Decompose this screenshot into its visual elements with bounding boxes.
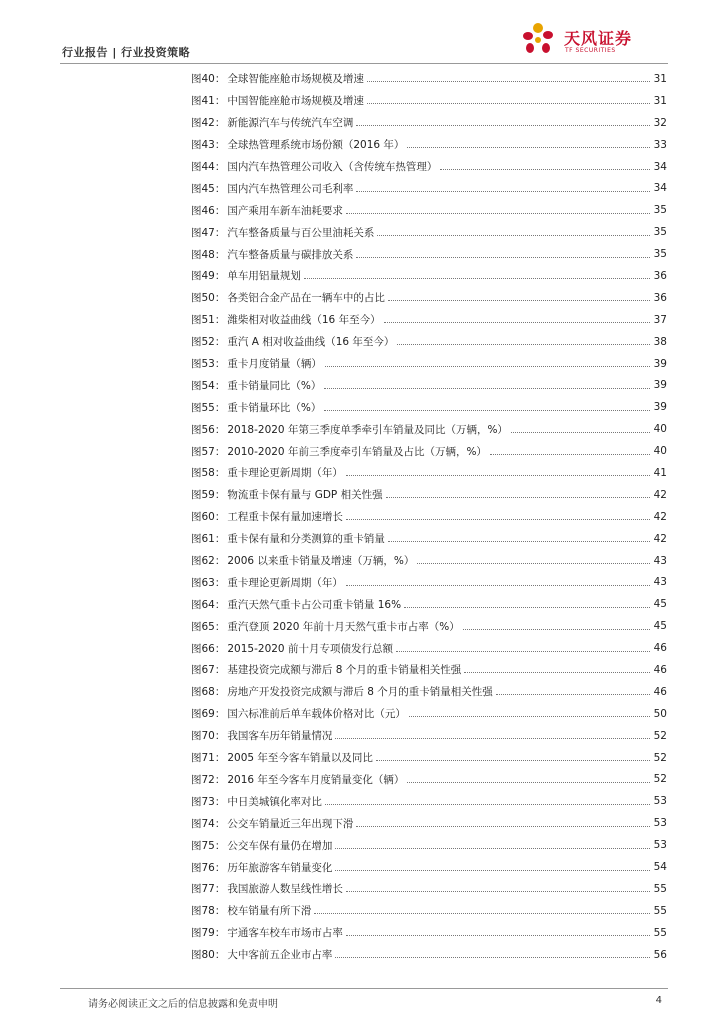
footer-divider xyxy=(60,988,668,989)
toc-page-number: 50 xyxy=(653,707,667,720)
toc-entry[interactable] xyxy=(191,769,667,791)
toc-figure-title: 新能源汽车与传统汽车空调 xyxy=(227,117,354,130)
toc-leader-dots xyxy=(386,497,650,498)
toc-figure-number: 图76： xyxy=(191,861,226,874)
toc-leader-dots xyxy=(417,563,650,564)
toc-entry[interactable] xyxy=(191,243,667,265)
toc-figure-number: 图42： xyxy=(191,117,226,130)
toc-entry[interactable] xyxy=(191,353,667,375)
toc-figure-number: 图71： xyxy=(191,752,226,765)
toc-figure-title: 重卡销量环比（%） xyxy=(227,401,322,414)
toc-leader-dots xyxy=(346,935,650,936)
toc-entry[interactable] xyxy=(191,615,667,637)
toc-leader-dots xyxy=(346,475,650,476)
toc-leader-dots xyxy=(396,651,650,652)
toc-figure-title: 基建投资完成额与滞后 8 个月的重卡销量相关性强 xyxy=(227,664,462,677)
toc-figure-title: 公交车销量近三年出现下滑 xyxy=(227,817,354,830)
toc-figure-title: 重汽登顶 2020 年前十月天然气重卡市占率（%） xyxy=(227,620,460,633)
toc-page-number: 40 xyxy=(653,423,667,436)
toc-figure-number: 图62： xyxy=(191,555,226,568)
toc-page-number: 52 xyxy=(653,751,667,764)
toc-figure-number: 图73： xyxy=(191,795,226,808)
toc-figure-title: 我国客车历年销量情况 xyxy=(227,730,333,743)
toc-figure-number: 图66： xyxy=(191,642,226,655)
toc-entry[interactable] xyxy=(191,922,667,944)
toc-leader-dots xyxy=(335,870,650,871)
toc-entry[interactable] xyxy=(191,725,667,747)
toc-entry[interactable] xyxy=(191,900,667,922)
toc-entry[interactable] xyxy=(191,287,667,309)
toc-leader-dots xyxy=(356,257,650,258)
toc-leader-dots xyxy=(356,191,650,192)
toc-entry[interactable] xyxy=(191,703,667,725)
toc-entry[interactable] xyxy=(191,90,667,112)
toc-figure-number: 图49： xyxy=(191,270,226,283)
toc-figure-title: 中日美城镇化率对比 xyxy=(227,795,322,808)
toc-page-number: 43 xyxy=(653,576,667,589)
toc-page-number: 53 xyxy=(653,839,667,852)
toc-entry[interactable] xyxy=(191,177,667,199)
toc-figure-number: 图65： xyxy=(191,620,226,633)
company-logo xyxy=(518,20,668,60)
logo-subtitle: TF SECURITIES xyxy=(565,47,616,54)
toc-page-number: 42 xyxy=(653,488,667,501)
toc-entry[interactable] xyxy=(191,878,667,900)
toc-page-number: 42 xyxy=(653,532,667,545)
toc-entry[interactable] xyxy=(191,681,667,703)
toc-figure-title: 重卡理论更新周期（年） xyxy=(227,576,343,589)
toc-entry[interactable] xyxy=(191,156,667,178)
toc-page-number: 42 xyxy=(653,510,667,523)
toc-leader-dots xyxy=(376,760,650,761)
toc-leader-dots xyxy=(367,103,650,104)
toc-figure-title: 重汽 A 相对收益曲线（16 年至今） xyxy=(227,336,395,349)
toc-leader-dots xyxy=(314,913,650,914)
toc-figure-number: 图52： xyxy=(191,336,226,349)
toc-figure-number: 图70： xyxy=(191,730,226,743)
toc-figure-number: 图45： xyxy=(191,182,226,195)
toc-figure-number: 图50： xyxy=(191,292,226,305)
toc-page-number: 36 xyxy=(653,291,667,304)
toc-figure-title: 校车销量有所下滑 xyxy=(227,905,312,918)
toc-entry[interactable] xyxy=(191,506,667,528)
toc-entry[interactable] xyxy=(191,462,667,484)
toc-figure-title: 汽车整备质量与百公里油耗关系 xyxy=(227,226,375,239)
toc-leader-dots xyxy=(335,738,650,739)
toc-leader-dots xyxy=(440,169,650,170)
toc-figure-number: 图67： xyxy=(191,664,226,677)
toc-entry[interactable] xyxy=(191,659,667,681)
toc-figure-title: 宇通客车校车市场市占率 xyxy=(227,927,343,940)
toc-leader-dots xyxy=(367,81,650,82)
toc-figure-title: 重汽天然气重卡占公司重卡销量 16% xyxy=(227,598,402,611)
toc-entry[interactable] xyxy=(191,637,667,659)
toc-leader-dots xyxy=(346,213,650,214)
toc-figure-title: 2018-2020 年第三季度单季牵引车销量及同比（万辆，%） xyxy=(227,423,508,436)
toc-figure-title: 重卡理论更新周期（年） xyxy=(227,467,343,480)
toc-figure-number: 图61： xyxy=(191,533,226,546)
toc-figure-number: 图58： xyxy=(191,467,226,480)
toc-leader-dots xyxy=(356,826,650,827)
toc-leader-dots xyxy=(377,235,650,236)
toc-entry[interactable] xyxy=(191,68,667,90)
toc-figure-title: 物流重卡保有量与 GDP 相关性强 xyxy=(227,489,383,502)
toc-figure-title: 国内汽车热管理公司收入（含传统车热管理） xyxy=(227,161,438,173)
toc-figure-title: 2006 以来重卡销量及增速（万辆，%） xyxy=(227,555,415,568)
toc-leader-dots xyxy=(463,629,650,630)
toc-entry[interactable] xyxy=(191,944,667,966)
toc-figure-number: 图77： xyxy=(191,883,226,896)
header-divider xyxy=(60,63,668,64)
toc-leader-dots xyxy=(511,432,650,433)
toc-figure-title: 2010-2020 年前三季度牵引车销量及占比（万辆，%） xyxy=(227,445,487,458)
logo-name: 天风证券 xyxy=(564,29,633,48)
toc-page-number: 53 xyxy=(653,795,667,808)
toc-leader-dots xyxy=(388,300,650,301)
page-number: 4 xyxy=(655,995,662,1006)
toc-leader-dots xyxy=(346,519,650,520)
toc-figure-number: 图55： xyxy=(191,401,226,414)
toc-figure-title: 公交车保有量仍在增加 xyxy=(227,839,333,852)
toc-entry[interactable] xyxy=(191,221,667,243)
toc-page-number: 46 xyxy=(653,663,667,676)
toc-figure-title: 国产乘用车新车油耗要求 xyxy=(227,204,343,217)
toc-figure-title: 2016 年至今客车月度销量变化（辆） xyxy=(227,773,405,786)
toc-figure-title: 国内汽车热管理公司毛利率 xyxy=(227,182,354,195)
toc-figure-title: 房地产开发投资完成额与滞后 8 个月的重卡销量相关性强 xyxy=(227,686,493,699)
toc-figure-title: 重卡销量同比（%） xyxy=(227,379,322,392)
toc-figure-number: 图78： xyxy=(191,905,226,918)
toc-leader-dots xyxy=(304,278,650,279)
report-category: 行业报告 | 行业投资策略 xyxy=(62,46,191,59)
toc-figure-number: 图43： xyxy=(191,139,226,152)
toc-page-number: 55 xyxy=(653,904,667,917)
toc-entry[interactable] xyxy=(191,112,667,134)
flower-logo-icon xyxy=(518,20,560,60)
toc-entry[interactable] xyxy=(191,265,667,287)
toc-entry[interactable] xyxy=(191,331,667,353)
toc-leader-dots xyxy=(496,694,650,695)
toc-leader-dots xyxy=(490,454,650,455)
toc-page-number: 56 xyxy=(653,948,667,961)
toc-figure-number: 图74： xyxy=(191,817,226,830)
toc-figure-number: 图56： xyxy=(191,423,226,436)
toc-page-number: 39 xyxy=(653,401,667,414)
toc-figure-title: 汽车整备质量与碳排放关系 xyxy=(227,248,354,261)
toc-figure-number: 图60： xyxy=(191,511,226,524)
toc-figure-title: 2015-2020 前十月专项债发行总额 xyxy=(227,642,393,655)
toc-figure-number: 图63： xyxy=(191,576,226,589)
toc-page-number: 34 xyxy=(653,160,667,173)
toc-figure-number: 图69： xyxy=(191,708,226,721)
toc-leader-dots xyxy=(409,716,650,717)
toc-page-number: 52 xyxy=(653,729,667,742)
toc-figure-title: 历年旅游客车销量变化 xyxy=(227,861,333,874)
toc-entry[interactable] xyxy=(191,396,667,418)
toc-page-number: 37 xyxy=(653,313,667,326)
toc-leader-dots xyxy=(324,410,650,411)
toc-figure-number: 图40： xyxy=(191,73,226,86)
toc-leader-dots xyxy=(346,585,650,586)
toc-leader-dots xyxy=(407,147,650,148)
toc-entry[interactable] xyxy=(191,550,667,572)
toc-page-number: 46 xyxy=(653,642,667,655)
toc-leader-dots xyxy=(324,388,650,389)
toc-figure-number: 图64： xyxy=(191,598,226,611)
toc-page-number: 40 xyxy=(653,445,667,458)
toc-page-number: 54 xyxy=(653,861,667,873)
toc-figure-title: 中国智能座舱市场规模及增速 xyxy=(227,95,364,108)
toc-entry[interactable] xyxy=(191,528,667,550)
toc-page-number: 39 xyxy=(653,357,667,370)
toc-leader-dots xyxy=(356,125,650,126)
toc-figure-title: 全球智能座舱市场规模及增速 xyxy=(227,73,364,86)
toc-page-number: 45 xyxy=(653,598,667,611)
toc-page-number: 52 xyxy=(653,773,667,786)
toc-entry[interactable] xyxy=(191,418,667,440)
toc-entry[interactable] xyxy=(191,199,667,221)
toc-leader-dots xyxy=(335,957,650,958)
toc-page-number: 34 xyxy=(653,182,667,195)
toc-entry[interactable] xyxy=(191,571,667,593)
toc-page-number: 53 xyxy=(653,817,667,830)
toc-figure-title: 单车用铝量规划 xyxy=(227,270,301,283)
toc-leader-dots xyxy=(397,344,650,345)
toc-figure-number: 图41： xyxy=(191,95,226,108)
toc-leader-dots xyxy=(384,322,650,323)
toc-figure-number: 图53： xyxy=(191,358,226,371)
toc-figure-title: 大中客前五企业市占率 xyxy=(227,949,333,962)
toc-page-number: 35 xyxy=(653,204,667,217)
toc-entry[interactable] xyxy=(191,790,667,812)
toc-page-number: 35 xyxy=(653,248,667,261)
disclaimer-note: 请务必阅读正文之后的信息披露和免责申明 xyxy=(88,999,278,1010)
toc-figure-number: 图44： xyxy=(191,161,226,173)
toc-figure-number: 图59： xyxy=(191,489,226,502)
toc-entry[interactable] xyxy=(191,134,667,156)
toc-entry[interactable] xyxy=(191,812,667,834)
toc-figure-title: 潍柴相对收益曲线（16 年至今） xyxy=(227,314,381,327)
toc-figure-number: 图75： xyxy=(191,839,226,852)
toc-figure-number: 图57： xyxy=(191,445,226,458)
toc-leader-dots xyxy=(325,804,650,805)
toc-page-number: 46 xyxy=(653,685,667,698)
toc-figure-title: 重卡保有量和分类测算的重卡销量 xyxy=(227,533,385,546)
toc-leader-dots xyxy=(346,891,650,892)
toc-page-number: 39 xyxy=(653,379,667,392)
toc-page-number: 38 xyxy=(653,335,667,348)
toc-leader-dots xyxy=(325,366,650,367)
toc-leader-dots xyxy=(335,848,650,849)
toc-page-number: 43 xyxy=(653,554,667,567)
toc-leader-dots xyxy=(407,782,650,783)
toc-page-number: 31 xyxy=(653,94,667,107)
toc-page-number: 45 xyxy=(653,620,667,633)
toc-entry[interactable] xyxy=(191,593,667,615)
toc-page-number: 55 xyxy=(653,882,667,895)
toc-page-number: 31 xyxy=(653,72,667,85)
toc-figure-number: 图54： xyxy=(191,379,226,392)
toc-entry[interactable] xyxy=(191,747,667,769)
figure-list xyxy=(191,68,667,966)
toc-figure-title: 工程重卡保有量加速增长 xyxy=(227,511,343,524)
toc-page-number: 36 xyxy=(653,269,667,282)
toc-figure-title: 国六标准前后单车载体价格对比（元） xyxy=(227,708,406,721)
toc-figure-number: 图79： xyxy=(191,927,226,940)
toc-figure-number: 图72： xyxy=(191,773,226,786)
toc-figure-title: 我国旅游人数呈线性增长 xyxy=(227,883,343,896)
toc-figure-title: 重卡月度销量（辆） xyxy=(227,358,322,371)
page-header xyxy=(60,0,668,64)
toc-entry[interactable] xyxy=(191,309,667,331)
toc-figure-number: 图47： xyxy=(191,226,226,239)
toc-page-number: 35 xyxy=(653,226,667,239)
toc-entry[interactable] xyxy=(191,440,667,462)
toc-figure-number: 图80： xyxy=(191,949,226,962)
toc-entry[interactable] xyxy=(191,856,667,878)
toc-entry[interactable] xyxy=(191,374,667,396)
toc-figure-title: 2005 年至今客车销量以及同比 xyxy=(227,752,373,765)
toc-leader-dots xyxy=(388,541,650,542)
toc-page-number: 55 xyxy=(653,926,667,939)
toc-page-number: 41 xyxy=(653,466,667,479)
toc-entry[interactable] xyxy=(191,834,667,856)
toc-figure-title: 全球热管理系统市场份额（2016 年） xyxy=(227,139,405,152)
toc-leader-dots xyxy=(464,672,650,673)
toc-figure-number: 图48： xyxy=(191,248,226,261)
toc-page-number: 32 xyxy=(653,116,667,129)
toc-figure-number: 图68： xyxy=(191,686,226,699)
toc-leader-dots xyxy=(404,607,650,608)
toc-figure-title: 各类铝合金产品在一辆车中的占比 xyxy=(227,292,385,305)
toc-page-number: 33 xyxy=(653,138,667,151)
toc-figure-number: 图51： xyxy=(191,314,226,327)
toc-figure-number: 图46： xyxy=(191,204,226,217)
toc-entry[interactable] xyxy=(191,484,667,506)
